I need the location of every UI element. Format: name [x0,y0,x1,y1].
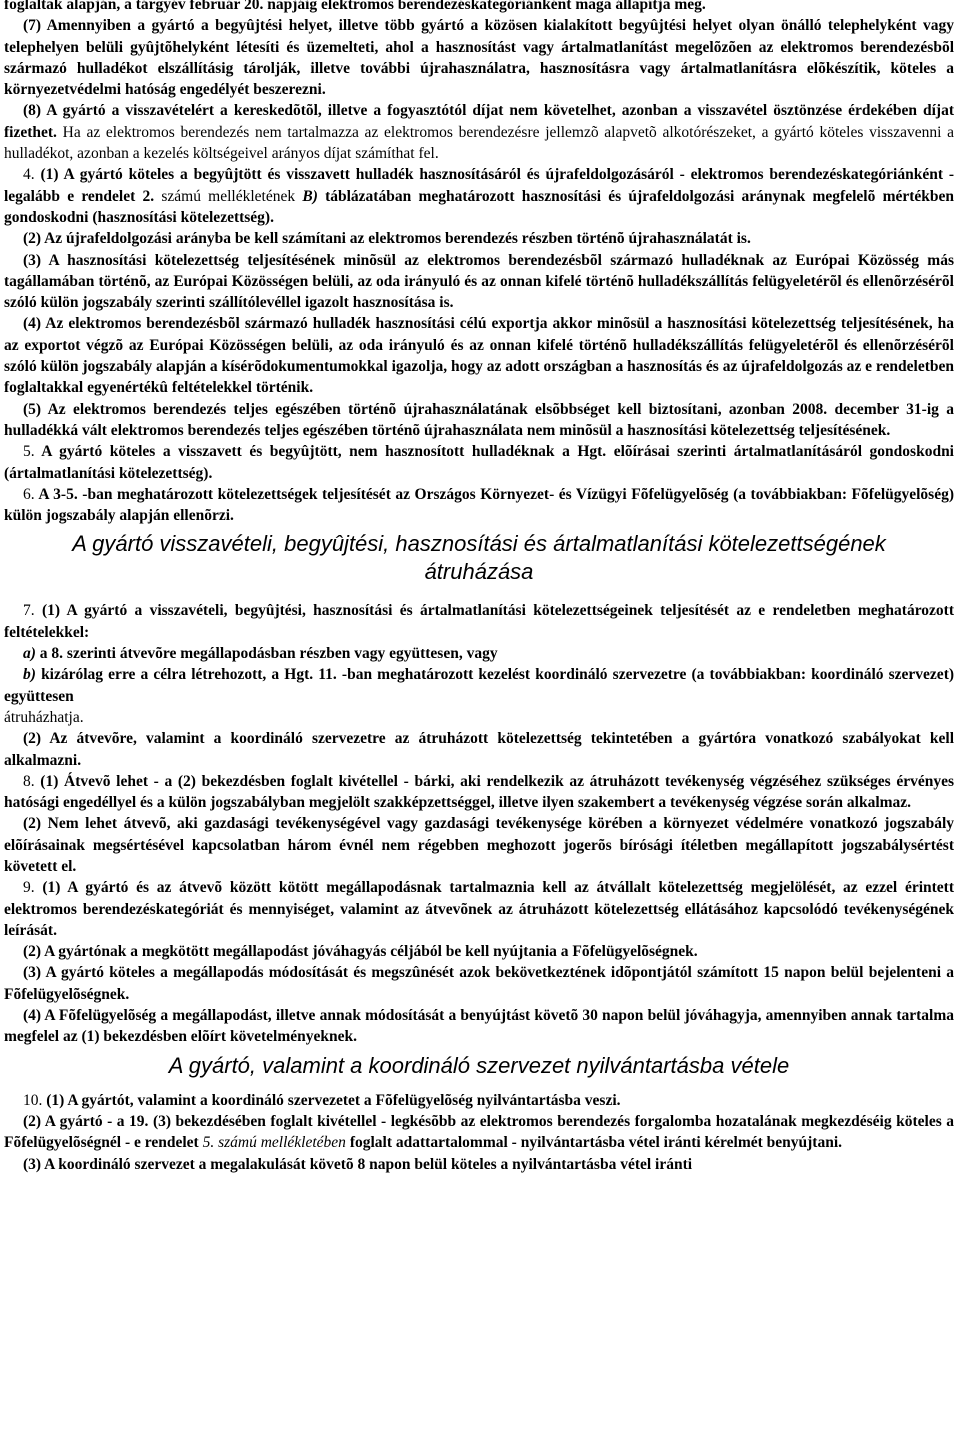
section-9-4: (4) A Fõfelügyelõség a megállapodást, illetve annak módosítását a benyújtást követõ 30 napon belül jóváhagyja, amennyiben annak tartalma megfelel az (1) bekezdésben elõírt követelményeknek. [4,1007,954,1046]
paragraph-3-8 [4,100,954,164]
section-9-2: (2) A gyártónak a megkötött megállapodást jóváhagyás céljából be kell nyújtania a Fõfelügyelõségnek. [23,943,698,961]
section-6-b: -ban meghatározott kötelezettségek teljesítését az Országos Környezet- és Vízügyi Fõfelügyelõség (a továbbiakban: Fõfelügyelõség) külön jogszabály alapján ellenõrzi. [4,485,955,525]
heading-transfer: A gyártó visszavételi, begyûjtési, hasznosítási és ártalmatlanítási kötelezettségének átruházása [72,531,886,585]
section-10-3: (3) A koordináló szervezet a megalakulását követõ 8 napon belül köteles a nyilvántartásba vétel iránti [23,1155,693,1173]
heading-registration: A gyártó, valamint a koordináló szervezet nyilvántartásba vétele [168,1052,790,1078]
section-9-number: 9. [23,879,35,897]
section-4-number: 4. [23,166,35,184]
paragraph-3-8-second: Ha az elektromos berendezés nem tartalmazza az elektromos berendezésre jellemzõ alapvetõ alkotórészeket, a gyártó köteles visszavenni a hulladékot, azonban a kezelés költségeivel arányos díjat számíthat fel. [4,123,954,163]
section-7-a-label: a) [23,645,36,663]
section-7-1-text: (1) A gyártó a visszavételi, begyûjtési, hasznosítási és ártalmatlanítási kötelezettségeinek teljesítését az e rendeletben meghatározott feltételekkel: [4,602,955,641]
section-10-2-d: foglalt adattartalommal - nyilvántartásba vétel iránti kérelmét benyújtani. [349,1134,843,1152]
section-4-1-a: (1) A gyártó köteles a begyûjtött és visszavett hulladék hasznosításáról és újrafeldolgozásáról - elektromos berendezéskategóriánként - legalább e rendelet 2. [4,166,954,205]
section-6-a: A 3-5. [38,485,78,503]
section-7-a-mid: a 8. [39,645,64,663]
section-10-1 [4,1090,954,1111]
section-10-2-c: 5. számú mellékletében [202,1134,346,1152]
section-9-1 [4,877,954,941]
section-7-b-mid: kizárólag erre a célra létrehozott, a Hgt. 11. [41,666,337,684]
section-4-1-b: számú mellékletének [161,187,296,205]
section-4-1-d: táblázatában meghatározott hasznosítási és újrafeldolgozási aránynak megfelelõ mértékben gondoskodni (hasznosítási kötelezettség). [4,187,955,226]
section-10-number: 10. [23,1091,43,1109]
section-10-2-b: (3) bekezdésében foglalt kivétellel - legkésõbb az elektromos berendezés forgalomba hozatalának megkezdéséig köteles a Fõfelügyelõségnél - e rendelet [4,1112,954,1152]
spacer [4,586,954,600]
section-8-1 [4,771,954,814]
section-5-number: 5. [23,443,35,461]
section-4-1-c: B) [302,187,318,205]
paragraph-3-7: (7) Amennyiben a gyártó a begyûjtési helyet, illetve több gyártó a közösen kialakított begyûjtési helyet olyan önálló telephelyként vagy telephelyen belüli gyûjtõhelyként létesíti és üzemelteti, ahol a hasznosítást vagy ártalmatlanítást megelõzõen az elektromos berendezésbõl származó hulladékot elszállításig tárolják, illetve további újrahasználatra, hasznosításra vagy ártalmatlanításra elõkészítik, köteles a környezetvédelmi hatóság engedélyét beszerezni. [4,17,954,99]
section-10-2-a: (2) A gyártó - a 19. [23,1112,149,1130]
paragraph-continuation: foglaltak alapján, a tárgyév február 20. napjáig elektromos berendezéskategóriánként maga állapítja meg. [4,0,706,13]
section-8-number: 8. [23,772,35,790]
section-7-b-label: b) [23,666,36,684]
section-5 [4,441,954,484]
section-7-2: (2) Az átvevõre, valamint a koordináló szervezetre az átruházott kötelezettség tekintetében a gyártóra vonatkozó szabályokat kell alkalmazni. [4,730,954,769]
section-4-4: (4) Az elektromos berendezésbõl származó hulladék hasznosítási célú exportja akkor minõsül a hasznosítási kötelezettség teljesítésének, ha az exportot végzõ az Európai Közösségen belüli, az oda irányuló és az onnan kifelé történõ hulladékszállítás felügyeletérõl és ellenõrzésérõl szóló külön jogszabály alapján a kísérõdokumentumokkal igazolja, hogy az adott országban a hasznosítás és az újrafeldolgozás az e rendeletben foglaltakkal egyenértékû feltételekkel történik. [4,315,954,397]
section-4-1 [4,164,954,228]
section-10-1-text: (1) A gyártót, valamint a koordináló szervezetet a Fõfelügyelõség nyilvántartásba veszi. [46,1091,621,1109]
section-4-3: (3) A hasznosítási kötelezettség teljesítésének minõsül az elektromos berendezésbõl származó hulladéknak az Európai Közösség más tagállamában történõ, az Európai Közösségen belüli, az oda irányuló és az onnan kifelé történõ hulladékszállítás felügyeletérõl és ellenõrzésérõl szóló külön jogszabály szerinti szállítólevéllel igazolt hasznosítása is. [4,251,954,312]
section-9-3: (3) A gyártó köteles a megállapodás módosítását és megszûnését azok bekövetkeztének idõpontjától számított 15 napon belül bejelenteni a Fõfelügyelõségnek. [4,964,954,1003]
section-6-number: 6. [23,485,35,503]
section-7-a-rest: szerinti átvevõre megállapodásban részben vagy együttesen, vagy [66,645,498,663]
section-7-b-rest: -ban meghatározott kezelést koordináló szervezetre (a továbbiakban: koordináló szervezet) együttesen [4,666,955,705]
section-5-text: A gyártó köteles a visszavett és begyûjtött, nem hasznosított hulladéknak a Hgt. elõírásai szerinti ártalmatlanításáról gondoskodni (ártalmatlanítási kötelezettség). [4,443,954,482]
section-7-b [4,664,954,707]
section-4-2: (2) Az újrafeldolgozási arányba be kell számítani az elektromos berendezés részben történõ újrahasználatát is. [23,230,751,248]
spacer [4,1080,954,1090]
section-4-5: (5) Az elektromos berendezés teljes egészében történõ újrahasználatának elsõbbséget kell biztosítani, azonban 2008. december 31-ig a hulladékká vált elektromos berendezés teljes egészében történõ újrahasználata nem minõsül a hasznosítási kötelezettség teljesítésének. [4,400,954,439]
section-6 [4,484,954,527]
section-7-1 [4,600,954,643]
section-7-a [4,643,954,664]
paragraph-3-8-first: (8) A gyártó a visszavételért a kereskedõtõl, illetve a fogyasztótól díjat nem követelhet, azonban a visszavétel ösztönzése érdekében díjat fizethet. [4,102,954,141]
section-8-2: (2) Nem lehet átvevõ, aki gazdasági tevékenységével vagy gazdasági tevékenysége körében a környezet védelmére vonatkozó jogszabály elõírásainak megsértésével kapcsolatban három évnél nem régebben meghozott jogerõs bírósági ítéletben megállapított jogszabálysértést követett el. [4,815,954,875]
section-10-2 [4,1111,954,1154]
section-7-number: 7. [23,602,35,620]
section-9-1-text: (1) A gyártó és az átvevõ között kötött megállapodásnak tartalmaznia kell az átvállalt kötelezettség megjelölését, az ezzel érintett elektromos berendezéskategóriát és mennyiséget, valamint az átvevõnek az átruházott kötelezettség ellátásához kapcsolódó tevékenységének leírását. [4,879,955,939]
section-7-tail: átruházhatja. [4,708,84,726]
section-8-1-text: (1) Átvevõ lehet - a (2) bekezdésben foglalt kivétellel - bárki, aki rendelkezik az átruházott tevékenység végzéséhez szükséges érvényes hatósági engedéllyel és a külön jogszabályban megjelölt szakképzettséggel, illetve ilyen szakembert a tevékenység végzése során alkalmaz. [4,772,954,812]
